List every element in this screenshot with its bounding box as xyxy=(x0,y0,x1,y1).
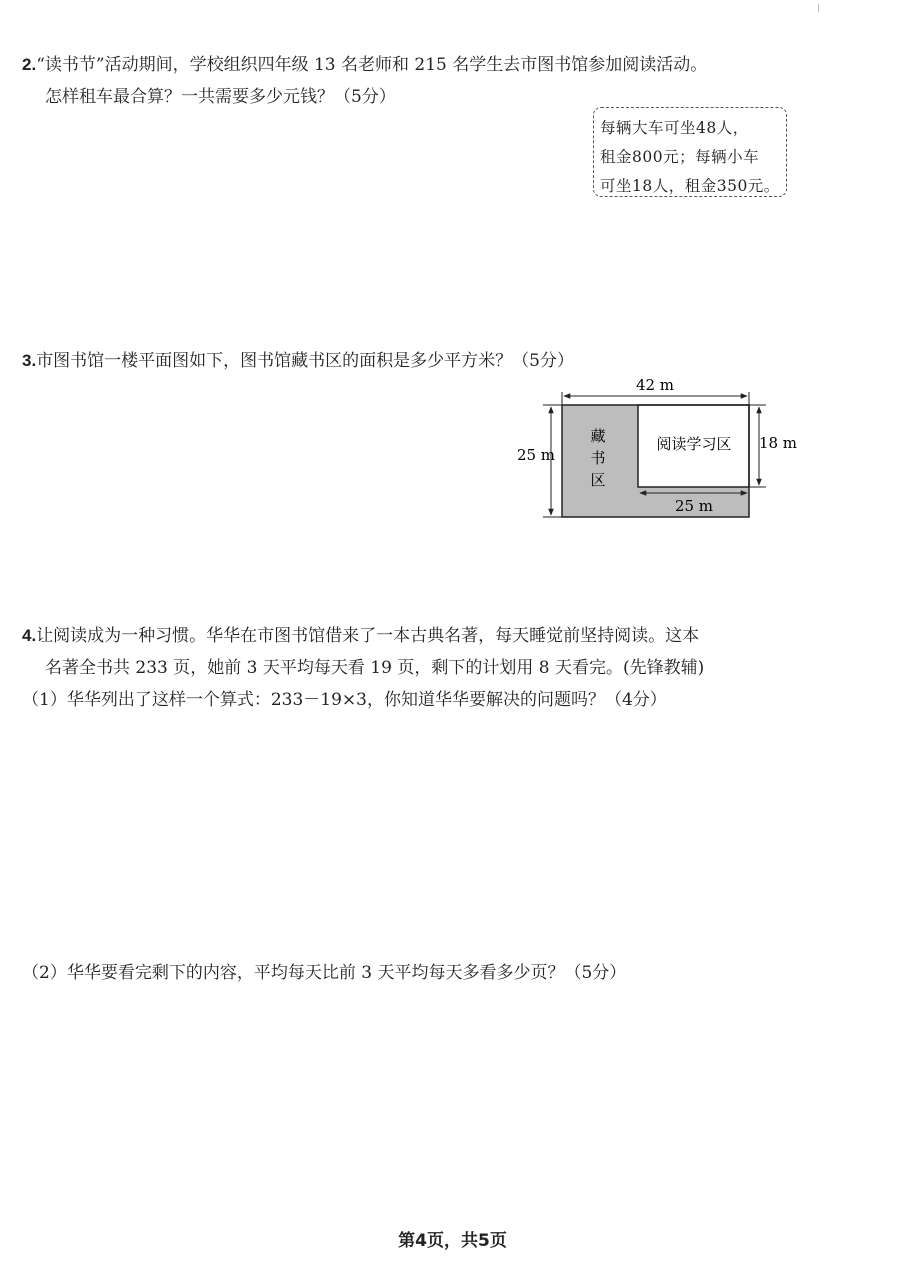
bus-info-line: 每辆大车可坐48人， xyxy=(600,119,749,137)
q4-text-1: 让阅读成为一种习惯。华华在市图书馆借来了一本古典名著，每天睡觉前坚持阅读。这本 xyxy=(36,626,700,646)
right-height-label: 18 m xyxy=(758,434,798,452)
q4-number: 4. xyxy=(22,626,37,645)
storage-label-char: 藏 xyxy=(590,427,606,445)
reading-area-label: 阅读学习区 xyxy=(656,435,732,453)
q2-line2: 怎样租车最合算？一共需要多少元钱？（5分） xyxy=(45,87,396,107)
storage-label-char: 区 xyxy=(590,471,606,489)
q2-number: 2. xyxy=(22,55,37,74)
q3-text-1: 市图书馆一楼平面图如下，图书馆藏书区的面积是多少平方米？（5分） xyxy=(36,351,575,371)
bus-info-line: 可坐18人，租金350元。 xyxy=(600,177,780,195)
q4-line2: 名著全书共 233 页，她前 3 天平均每天看 19 页，剩下的计划用 8 天看完。(先锋教辅) xyxy=(45,658,705,678)
page-footer: 第4页，共5页 xyxy=(398,1231,507,1251)
q4-sub1: （1）华华列出了这样一个算式：233－19×3，你知道华华要解决的问题吗？（4分） xyxy=(22,690,667,710)
q2-text-1: “读书节”活动期间，学校组织四年级 13 名老师和 215 名学生去市图书馆参加阅读活动。 xyxy=(36,55,708,75)
storage-label-char: 书 xyxy=(590,449,606,467)
top-width-label: 42 m xyxy=(635,376,675,394)
q3-number: 3. xyxy=(22,351,37,370)
bus-info-line: 租金800元；每辆小车 xyxy=(600,148,760,166)
left-height-label: 25 m xyxy=(516,446,556,464)
q4-line1 xyxy=(22,621,699,646)
bottom-width-label: 25 m xyxy=(674,497,714,515)
q4-sub2: （2）华华要看完剩下的内容，平均每天比前 3 天平均每天多看多少页？（5分） xyxy=(22,963,627,983)
